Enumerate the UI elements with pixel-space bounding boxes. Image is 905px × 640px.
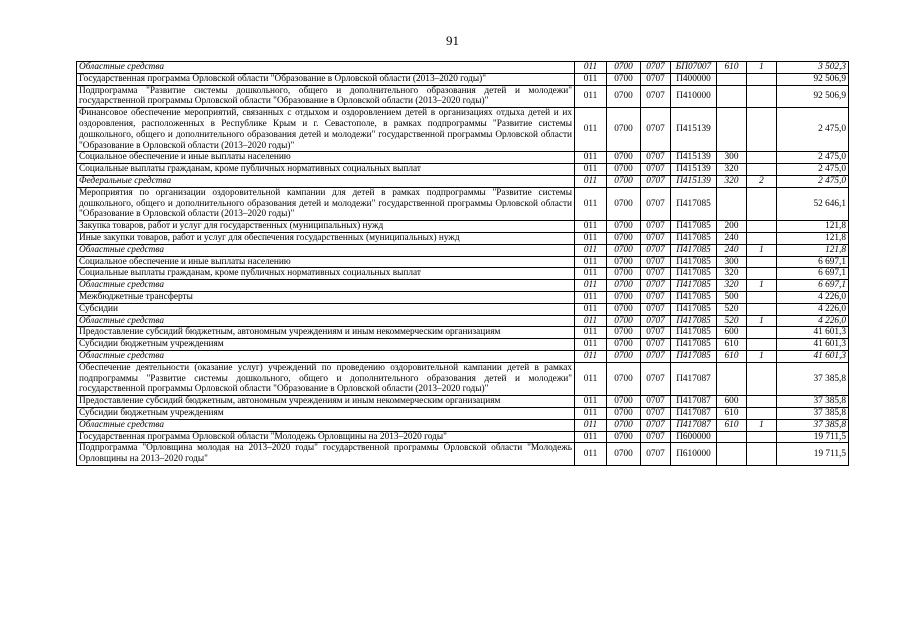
expense-type-code-cell	[717, 187, 747, 220]
target-article-code-cell: П415139	[671, 164, 717, 176]
section-code-cell: 0700	[607, 350, 641, 362]
funding-source-code-cell	[747, 85, 777, 108]
target-article-code-cell: П417085	[671, 221, 717, 233]
subsection-code-cell: 0707	[641, 152, 671, 164]
row-name-cell: Иные закупки товаров, работ и услуг для обеспечения государственных (муниципальных) нужд	[77, 232, 575, 244]
target-article-code-cell: П417085	[671, 244, 717, 256]
ministry-code-cell: 011	[575, 175, 607, 187]
row-name-cell: Финансовое обеспечение мероприятий, связанных с отдыхом и оздоровлением детей в организациях отдыха детей и их оздоровления, расположенных в Республике Крым и г. Севастополе, в рамках подпрограммы "Развитие системы дошкольного, общего и дополнительного образования детей и молодежи" государственной программы Орловской области "Образование в Орловской области (2013–2020 годы)"	[77, 108, 575, 152]
amount-cell: 2 475,0	[777, 175, 849, 187]
section-code-cell: 0700	[607, 339, 641, 351]
table-row	[77, 327, 849, 339]
funding-source-code-cell	[747, 362, 777, 395]
ministry-code-cell: 011	[575, 280, 607, 292]
table-row	[77, 108, 849, 152]
ministry-code-cell: 011	[575, 407, 607, 419]
table-row	[77, 73, 849, 85]
section-code-cell: 0700	[607, 152, 641, 164]
target-article-code-cell: П600000	[671, 431, 717, 443]
funding-source-code-cell	[747, 187, 777, 220]
subsection-code-cell: 0707	[641, 221, 671, 233]
row-name-cell: Государственная программа Орловской области "Молодежь Орловщины на 2013–2020 годы"	[77, 431, 575, 443]
subsection-code-cell: 0707	[641, 407, 671, 419]
row-name-cell: Предоставление субсидий бюджетным, автономным учреждениям и иным некоммерческим организациям	[77, 327, 575, 339]
row-name-cell: Областные средства	[77, 244, 575, 256]
expense-type-code-cell: 610	[717, 419, 747, 431]
funding-source-code-cell: 1	[747, 280, 777, 292]
target-article-code-cell: П417087	[671, 362, 717, 395]
row-name-cell: Социальные выплаты гражданам, кроме публичных нормативных социальных выплат	[77, 268, 575, 280]
amount-cell: 19 711,5	[777, 443, 849, 466]
target-article-code-cell: П415139	[671, 108, 717, 152]
row-name-cell: Субсидии бюджетным учреждениям	[77, 339, 575, 351]
section-code-cell: 0700	[607, 407, 641, 419]
budget-table	[76, 61, 849, 466]
subsection-code-cell: 0707	[641, 443, 671, 466]
funding-source-code-cell	[747, 396, 777, 408]
expense-type-code-cell: 600	[717, 327, 747, 339]
funding-source-code-cell	[747, 327, 777, 339]
funding-source-code-cell	[747, 407, 777, 419]
row-name-cell: Субсидии	[77, 303, 575, 315]
subsection-code-cell: 0707	[641, 315, 671, 327]
amount-cell: 6 697,1	[777, 256, 849, 268]
ministry-code-cell: 011	[575, 62, 607, 74]
funding-source-code-cell: 1	[747, 62, 777, 74]
row-name-cell: Мероприятия по организации оздоровительной кампании для детей в рамках подпрограммы "Развитие системы дошкольного, общего и дополнительного образования детей и молодежи" государственной программы Орловской области "Образование в Орловской области (2013–2020 годы)"	[77, 187, 575, 220]
row-name-cell: Областные средства	[77, 350, 575, 362]
page-number: 91	[446, 33, 459, 48]
amount-cell: 2 475,0	[777, 108, 849, 152]
subsection-code-cell: 0707	[641, 244, 671, 256]
subsection-code-cell: 0707	[641, 280, 671, 292]
section-code-cell: 0700	[607, 221, 641, 233]
table-row	[77, 85, 849, 108]
amount-cell: 4 226,0	[777, 291, 849, 303]
funding-source-code-cell	[747, 232, 777, 244]
subsection-code-cell: 0707	[641, 85, 671, 108]
expense-type-code-cell: 240	[717, 244, 747, 256]
section-code-cell: 0700	[607, 108, 641, 152]
subsection-code-cell: 0707	[641, 339, 671, 351]
subsection-code-cell: 0707	[641, 175, 671, 187]
amount-cell: 19 711,5	[777, 431, 849, 443]
ministry-code-cell: 011	[575, 419, 607, 431]
section-code-cell: 0700	[607, 327, 641, 339]
expense-type-code-cell	[717, 108, 747, 152]
subsection-code-cell: 0707	[641, 419, 671, 431]
table-row	[77, 339, 849, 351]
table-row	[77, 419, 849, 431]
table-row	[77, 244, 849, 256]
subsection-code-cell: 0707	[641, 108, 671, 152]
section-code-cell: 0700	[607, 232, 641, 244]
expense-type-code-cell: 610	[717, 350, 747, 362]
table-row	[77, 396, 849, 408]
funding-source-code-cell	[747, 291, 777, 303]
section-code-cell: 0700	[607, 244, 641, 256]
funding-source-code-cell	[747, 303, 777, 315]
amount-cell: 41 601,3	[777, 327, 849, 339]
table-row	[77, 303, 849, 315]
subsection-code-cell: 0707	[641, 62, 671, 74]
funding-source-code-cell: 1	[747, 350, 777, 362]
target-article-code-cell: П400000	[671, 73, 717, 85]
expense-type-code-cell: 610	[717, 62, 747, 74]
table-row	[77, 407, 849, 419]
row-name-cell: Областные средства	[77, 419, 575, 431]
table-row	[77, 350, 849, 362]
table-row	[77, 256, 849, 268]
ministry-code-cell: 011	[575, 431, 607, 443]
subsection-code-cell: 0707	[641, 73, 671, 85]
target-article-code-cell: П410000	[671, 85, 717, 108]
amount-cell: 121,8	[777, 244, 849, 256]
table-row	[77, 315, 849, 327]
expense-type-code-cell	[717, 85, 747, 108]
table-row	[77, 187, 849, 220]
target-article-code-cell: П417085	[671, 256, 717, 268]
amount-cell: 3 502,3	[777, 62, 849, 74]
expense-type-code-cell: 300	[717, 256, 747, 268]
target-article-code-cell: БП07007	[671, 62, 717, 74]
target-article-code-cell: П415139	[671, 152, 717, 164]
table-row	[77, 431, 849, 443]
expense-type-code-cell: 500	[717, 291, 747, 303]
target-article-code-cell: П417085	[671, 291, 717, 303]
expense-type-code-cell: 200	[717, 221, 747, 233]
table-row	[77, 152, 849, 164]
funding-source-code-cell: 2	[747, 175, 777, 187]
funding-source-code-cell	[747, 443, 777, 466]
funding-source-code-cell	[747, 339, 777, 351]
ministry-code-cell: 011	[575, 244, 607, 256]
amount-cell: 6 697,1	[777, 268, 849, 280]
target-article-code-cell: П610000	[671, 443, 717, 466]
section-code-cell: 0700	[607, 419, 641, 431]
table-row	[77, 232, 849, 244]
amount-cell: 4 226,0	[777, 315, 849, 327]
subsection-code-cell: 0707	[641, 396, 671, 408]
section-code-cell: 0700	[607, 62, 641, 74]
amount-cell: 37 385,8	[777, 362, 849, 395]
ministry-code-cell: 011	[575, 221, 607, 233]
ministry-code-cell: 011	[575, 187, 607, 220]
ministry-code-cell: 011	[575, 164, 607, 176]
section-code-cell: 0700	[607, 443, 641, 466]
target-article-code-cell: П417085	[671, 187, 717, 220]
table-row	[77, 164, 849, 176]
section-code-cell: 0700	[607, 396, 641, 408]
ministry-code-cell: 011	[575, 108, 607, 152]
table-row	[77, 268, 849, 280]
row-name-cell: Субсидии бюджетным учреждениям	[77, 407, 575, 419]
ministry-code-cell: 011	[575, 268, 607, 280]
amount-cell: 2 475,0	[777, 152, 849, 164]
expense-type-code-cell: 320	[717, 175, 747, 187]
row-name-cell: Обеспечение деятельности (оказание услуг) учреждений по проведению оздоровительной кампании детей в рамках подпрограммы "Развитие системы дошкольного, общего и дополнительного образования детей и молодежи" государственной программы Орловской области "Образование в Орловской области (2013–2020 годы)"	[77, 362, 575, 395]
row-name-cell: Областные средства	[77, 62, 575, 74]
target-article-code-cell: П417087	[671, 419, 717, 431]
subsection-code-cell: 0707	[641, 303, 671, 315]
target-article-code-cell: П417085	[671, 339, 717, 351]
subsection-code-cell: 0707	[641, 268, 671, 280]
target-article-code-cell: П415139	[671, 175, 717, 187]
row-name-cell: Областные средства	[77, 315, 575, 327]
ministry-code-cell: 011	[575, 303, 607, 315]
section-code-cell: 0700	[607, 175, 641, 187]
row-name-cell: Областные средства	[77, 280, 575, 292]
funding-source-code-cell	[747, 108, 777, 152]
section-code-cell: 0700	[607, 291, 641, 303]
target-article-code-cell: П417085	[671, 232, 717, 244]
row-name-cell: Государственная программа Орловской области "Образование в Орловской области (2013–2020 годы)"	[77, 73, 575, 85]
expense-type-code-cell	[717, 73, 747, 85]
subsection-code-cell: 0707	[641, 327, 671, 339]
row-name-cell: Предоставление субсидий бюджетным, автономным учреждениям и иным некоммерческим организациям	[77, 396, 575, 408]
amount-cell: 92 506,9	[777, 73, 849, 85]
subsection-code-cell: 0707	[641, 164, 671, 176]
table-row	[77, 62, 849, 74]
target-article-code-cell: П417085	[671, 268, 717, 280]
target-article-code-cell: П417085	[671, 303, 717, 315]
ministry-code-cell: 011	[575, 327, 607, 339]
amount-cell: 92 506,9	[777, 85, 849, 108]
ministry-code-cell: 011	[575, 232, 607, 244]
section-code-cell: 0700	[607, 362, 641, 395]
ministry-code-cell: 011	[575, 339, 607, 351]
funding-source-code-cell	[747, 73, 777, 85]
funding-source-code-cell	[747, 152, 777, 164]
target-article-code-cell: П417085	[671, 315, 717, 327]
row-name-cell: Социальное обеспечение и иные выплаты населению	[77, 256, 575, 268]
target-article-code-cell: П417085	[671, 327, 717, 339]
target-article-code-cell: П417085	[671, 350, 717, 362]
expense-type-code-cell: 300	[717, 152, 747, 164]
amount-cell: 37 385,8	[777, 419, 849, 431]
subsection-code-cell: 0707	[641, 291, 671, 303]
row-name-cell: Закупка товаров, работ и услуг для государственных (муниципальных) нужд	[77, 221, 575, 233]
amount-cell: 6 697,1	[777, 280, 849, 292]
amount-cell: 2 475,0	[777, 164, 849, 176]
expense-type-code-cell	[717, 431, 747, 443]
funding-source-code-cell	[747, 431, 777, 443]
funding-source-code-cell	[747, 268, 777, 280]
expense-type-code-cell	[717, 443, 747, 466]
funding-source-code-cell: 1	[747, 419, 777, 431]
amount-cell: 37 385,8	[777, 407, 849, 419]
ministry-code-cell: 011	[575, 152, 607, 164]
row-name-cell: Социальные выплаты гражданам, кроме публичных нормативных социальных выплат	[77, 164, 575, 176]
ministry-code-cell: 011	[575, 256, 607, 268]
target-article-code-cell: П417085	[671, 280, 717, 292]
section-code-cell: 0700	[607, 315, 641, 327]
subsection-code-cell: 0707	[641, 256, 671, 268]
subsection-code-cell: 0707	[641, 232, 671, 244]
funding-source-code-cell	[747, 221, 777, 233]
amount-cell: 4 226,0	[777, 303, 849, 315]
section-code-cell: 0700	[607, 164, 641, 176]
section-code-cell: 0700	[607, 85, 641, 108]
row-name-cell: Подпрограмма "Орловщина молодая на 2013–2020 годы" государственной программы Орловской области "Молодежь Орловщины на 2013–2020 годы"	[77, 443, 575, 466]
expense-type-code-cell: 320	[717, 268, 747, 280]
target-article-code-cell: П417087	[671, 407, 717, 419]
ministry-code-cell: 011	[575, 291, 607, 303]
expense-type-code-cell: 600	[717, 396, 747, 408]
ministry-code-cell: 011	[575, 315, 607, 327]
expense-type-code-cell	[717, 362, 747, 395]
table-row	[77, 362, 849, 395]
funding-source-code-cell: 1	[747, 244, 777, 256]
row-name-cell: Подпрограмма "Развитие системы дошкольного, общего и дополнительного образования детей и молодежи" государственной программы Орловской области "Образование в Орловской области (2013–2020 годы)"	[77, 85, 575, 108]
ministry-code-cell: 011	[575, 396, 607, 408]
ministry-code-cell: 011	[575, 350, 607, 362]
expense-type-code-cell: 610	[717, 339, 747, 351]
ministry-code-cell: 011	[575, 73, 607, 85]
amount-cell: 41 601,3	[777, 350, 849, 362]
section-code-cell: 0700	[607, 256, 641, 268]
table-row	[77, 280, 849, 292]
section-code-cell: 0700	[607, 280, 641, 292]
subsection-code-cell: 0707	[641, 187, 671, 220]
section-code-cell: 0700	[607, 268, 641, 280]
section-code-cell: 0700	[607, 303, 641, 315]
expense-type-code-cell: 320	[717, 280, 747, 292]
expense-type-code-cell: 520	[717, 315, 747, 327]
section-code-cell: 0700	[607, 187, 641, 220]
table-row	[77, 443, 849, 466]
amount-cell: 121,8	[777, 221, 849, 233]
subsection-code-cell: 0707	[641, 350, 671, 362]
row-name-cell: Межбюджетные трансферты	[77, 291, 575, 303]
section-code-cell: 0700	[607, 431, 641, 443]
funding-source-code-cell	[747, 164, 777, 176]
table-row	[77, 291, 849, 303]
table-row	[77, 221, 849, 233]
expense-type-code-cell: 520	[717, 303, 747, 315]
amount-cell: 52 646,1	[777, 187, 849, 220]
row-name-cell: Федеральные средства	[77, 175, 575, 187]
table-row	[77, 175, 849, 187]
target-article-code-cell: П417087	[671, 396, 717, 408]
amount-cell: 37 385,8	[777, 396, 849, 408]
section-code-cell: 0700	[607, 73, 641, 85]
funding-source-code-cell: 1	[747, 315, 777, 327]
amount-cell: 121,8	[777, 232, 849, 244]
subsection-code-cell: 0707	[641, 431, 671, 443]
amount-cell: 41 601,3	[777, 339, 849, 351]
subsection-code-cell: 0707	[641, 362, 671, 395]
ministry-code-cell: 011	[575, 362, 607, 395]
ministry-code-cell: 011	[575, 443, 607, 466]
row-name-cell: Социальное обеспечение и иные выплаты населению	[77, 152, 575, 164]
expense-type-code-cell: 320	[717, 164, 747, 176]
ministry-code-cell: 011	[575, 85, 607, 108]
expense-type-code-cell: 610	[717, 407, 747, 419]
funding-source-code-cell	[747, 256, 777, 268]
expense-type-code-cell: 240	[717, 232, 747, 244]
